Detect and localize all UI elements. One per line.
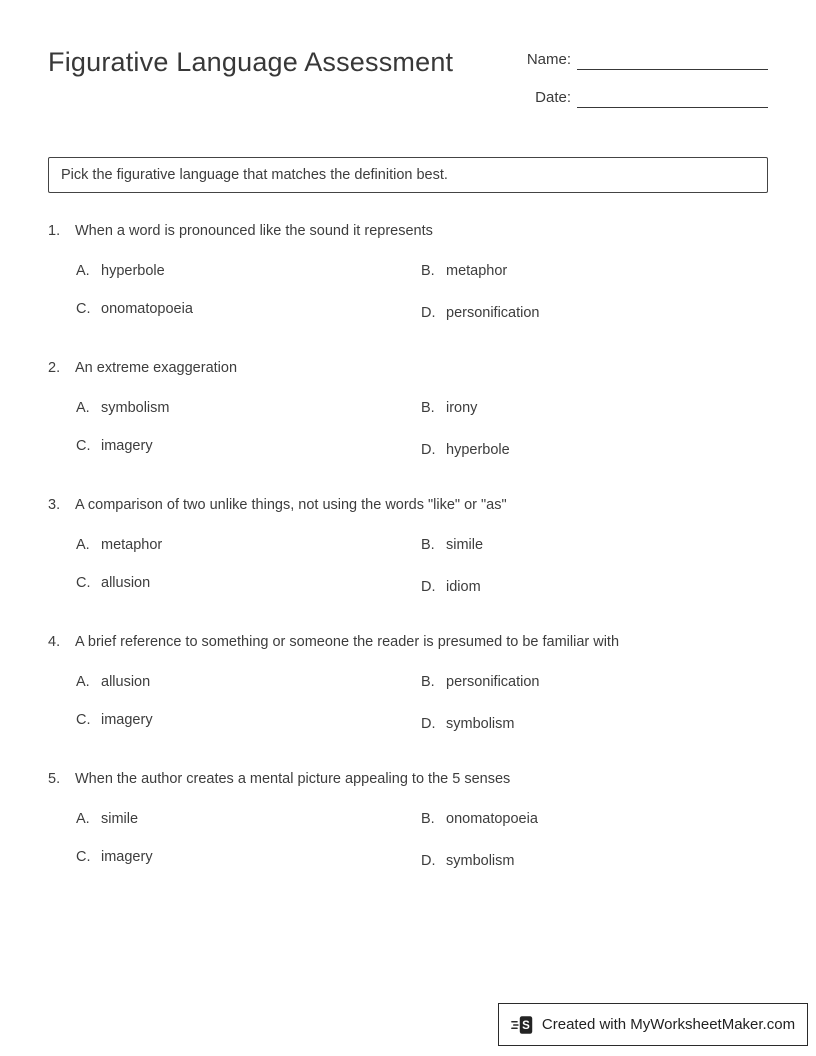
question-number: 3. <box>48 497 61 513</box>
choice-a <box>48 399 421 418</box>
myworksheetmaker-logo-icon <box>511 1013 535 1037</box>
choice-a <box>48 262 421 281</box>
choice-b <box>421 673 768 692</box>
choice-letter: D. <box>421 716 436 732</box>
question-1 <box>48 222 768 323</box>
choice-letter: D. <box>421 305 436 321</box>
choice-letter: B. <box>421 674 435 690</box>
choice-text: personification <box>446 305 540 321</box>
choice-text: imagery <box>101 712 153 728</box>
choice-text: simile <box>446 537 484 553</box>
choice-d <box>421 304 768 323</box>
question-2-text-row <box>48 359 768 378</box>
question-1-text-row <box>48 222 768 241</box>
question-text: When the author creates a mental picture appealing to the 5 senses <box>75 771 511 787</box>
choice-text: personification <box>446 674 540 690</box>
question-3-text-row <box>48 496 768 515</box>
choice-a <box>48 673 421 692</box>
choice-d <box>421 578 768 597</box>
choice-letter: B. <box>421 263 435 279</box>
svg-text:S: S <box>522 1019 530 1032</box>
date-blank-line <box>577 88 768 108</box>
question-3-choices <box>48 536 768 597</box>
choice-a <box>48 810 421 829</box>
question-3 <box>48 496 768 597</box>
question-number: 1. <box>48 223 61 239</box>
choice-c <box>48 300 421 323</box>
choice-letter: C. <box>76 849 91 865</box>
choice-text: metaphor <box>446 263 508 279</box>
instructions-box <box>48 157 768 193</box>
choice-text: metaphor <box>101 537 163 553</box>
date-field-row <box>535 88 768 108</box>
choice-d <box>421 715 768 734</box>
question-text: A comparison of two unlike things, not using the words "like" or "as" <box>75 497 507 513</box>
choice-letter: A. <box>76 263 90 279</box>
question-text: When a word is pronounced like the sound it represents <box>75 223 433 239</box>
choice-text: simile <box>101 811 139 827</box>
choice-letter: A. <box>76 674 90 690</box>
choice-d <box>421 852 768 871</box>
question-number: 4. <box>48 634 61 650</box>
choice-a <box>48 536 421 555</box>
choice-letter: D. <box>421 579 436 595</box>
date-label: Date: <box>535 89 571 106</box>
question-text: An extreme exaggeration <box>75 360 238 376</box>
choice-b <box>421 536 768 555</box>
choice-letter: C. <box>76 438 91 454</box>
page-title: Figurative Language Assessment <box>48 47 454 77</box>
choice-letter: A. <box>76 537 90 553</box>
questions-list <box>48 222 768 907</box>
choice-letter: C. <box>76 301 91 317</box>
choice-b <box>421 810 768 829</box>
choice-letter: B. <box>421 537 435 553</box>
question-number: 2. <box>48 360 61 376</box>
choice-letter: B. <box>421 811 435 827</box>
choice-text: allusion <box>101 674 151 690</box>
choice-b <box>421 399 768 418</box>
instructions-text: Pick the figurative language that matches the definition best. <box>61 167 448 183</box>
choice-letter: A. <box>76 811 90 827</box>
choice-letter: B. <box>421 400 435 416</box>
choice-letter: A. <box>76 400 90 416</box>
choice-text: imagery <box>101 849 153 865</box>
choice-text: irony <box>446 400 478 416</box>
question-text: A brief reference to something or someone the reader is presumed to be familiar with <box>75 634 620 650</box>
choice-c <box>48 574 421 597</box>
question-2 <box>48 359 768 460</box>
choice-c <box>48 711 421 734</box>
choice-text: hyperbole <box>101 263 165 279</box>
choice-text: symbolism <box>101 400 170 416</box>
name-field-row <box>527 50 768 70</box>
choice-b <box>421 262 768 281</box>
choice-text: imagery <box>101 438 153 454</box>
attribution-box <box>498 1003 808 1046</box>
choice-letter: C. <box>76 575 91 591</box>
question-4-choices <box>48 673 768 734</box>
choice-text: onomatopoeia <box>101 301 193 317</box>
question-4 <box>48 633 768 734</box>
attribution-text: Created with MyWorksheetMaker.com <box>541 1016 796 1033</box>
choice-c <box>48 848 421 871</box>
choice-letter: D. <box>421 853 436 869</box>
choice-text: hyperbole <box>446 442 510 458</box>
choice-text: idiom <box>446 579 481 595</box>
question-2-choices <box>48 399 768 460</box>
question-5-text-row <box>48 770 768 789</box>
choice-letter: C. <box>76 712 91 728</box>
question-5-choices <box>48 810 768 871</box>
name-blank-line <box>577 50 768 70</box>
question-number: 5. <box>48 771 61 787</box>
question-5 <box>48 770 768 871</box>
choice-text: onomatopoeia <box>446 811 538 827</box>
choice-text: symbolism <box>446 716 515 732</box>
choice-text: symbolism <box>446 853 515 869</box>
name-label: Name: <box>526 51 571 68</box>
choice-text: allusion <box>101 575 151 591</box>
choice-c <box>48 437 421 460</box>
choice-letter: D. <box>421 442 436 458</box>
choice-d <box>421 441 768 460</box>
question-1-choices <box>48 262 768 323</box>
question-4-text-row <box>48 633 768 652</box>
